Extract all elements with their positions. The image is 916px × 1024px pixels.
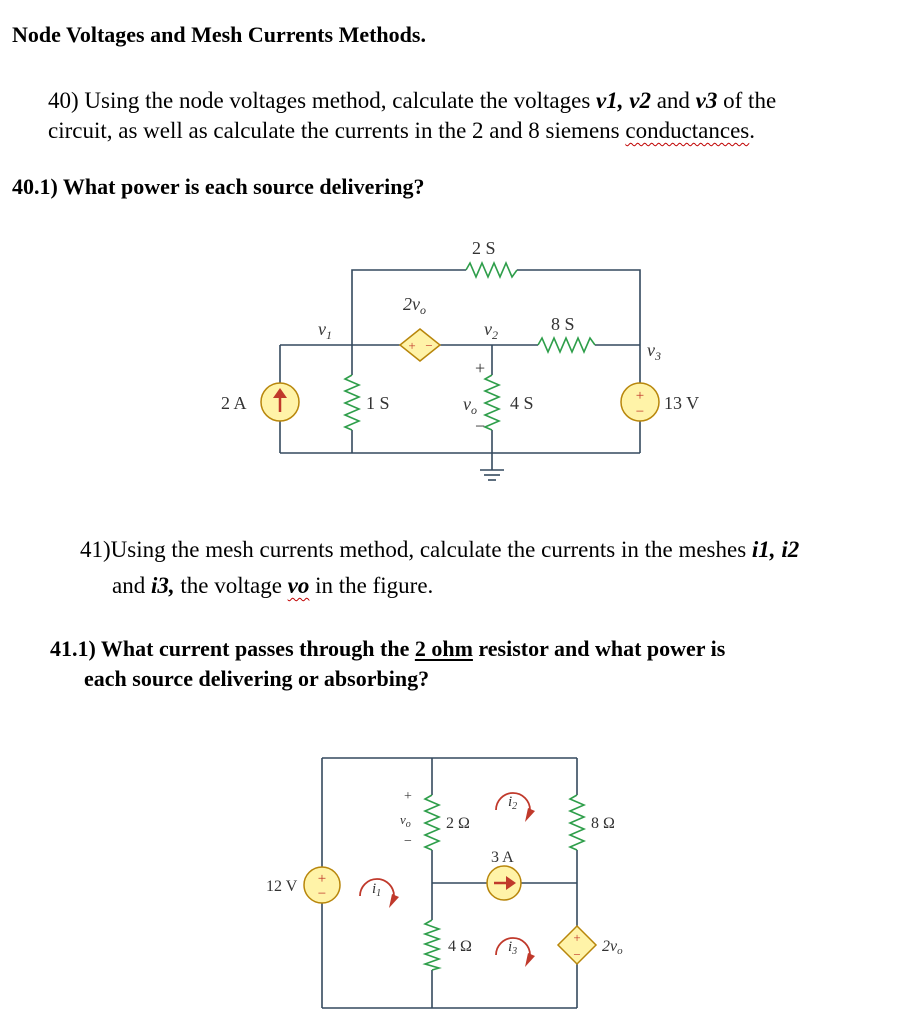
- dep2-plus: +: [573, 930, 581, 945]
- c2-label-3a: 3 A: [491, 849, 514, 866]
- c2-label-4ohm: 4 Ω: [448, 938, 472, 955]
- mesh-arrowhead-i3: [525, 953, 535, 967]
- vs12-minus: −: [317, 886, 327, 902]
- label-vo-minus: −: [475, 416, 486, 436]
- c2-label-12v: 12 V: [266, 878, 298, 895]
- c2-label-8ohm: 8 Ω: [591, 815, 615, 832]
- c2-label-i2: $i_2$: [508, 794, 518, 812]
- c2-label-2ohm: 2 Ω: [446, 815, 470, 832]
- mesh-arrowhead-i1: [389, 894, 399, 908]
- label-v3: $v_3$: [647, 340, 661, 363]
- c2-label-i1: $i_1$: [372, 881, 382, 899]
- label-4s: 4 S: [510, 393, 534, 413]
- vs12-plus: +: [317, 871, 327, 887]
- question-40-line-1: 40) Using the node voltages method, calculate the voltages v1, v2 and v3 of the: [48, 88, 777, 113]
- label-13v: 13 V: [664, 393, 700, 413]
- c2-label-vo: $v_o$: [400, 812, 411, 830]
- question-41-1-line-2: each source delivering or absorbing?: [84, 666, 430, 691]
- label-2s: 2 S: [472, 238, 496, 258]
- dep-plus-sign: +: [408, 338, 416, 353]
- resistor-8-ohm: [570, 795, 584, 850]
- label-vo: $v_o$: [463, 394, 477, 417]
- current-source-3a: [487, 866, 521, 900]
- vs-plus-sign: +: [635, 388, 645, 404]
- c2-label-i3: $i_3$: [508, 939, 518, 957]
- dep-minus-sign: −: [425, 338, 433, 353]
- c2-vo-minus: −: [404, 834, 412, 849]
- resistor-4-ohm: [425, 920, 439, 970]
- label-v1: $v_1$: [318, 319, 332, 342]
- voltage-source-12v: [304, 867, 340, 903]
- question-40-1: 40.1) What power is each source delivering?: [12, 174, 425, 199]
- label-8s: 8 S: [551, 314, 575, 334]
- dep2-minus: −: [573, 947, 581, 962]
- dependent-voltage-source-2vo: [558, 926, 596, 964]
- resistor-2-ohm: [425, 795, 439, 850]
- c2-vo-plus: +: [404, 789, 412, 804]
- vs-minus-sign: −: [635, 404, 645, 420]
- question-41-line-2: and i3, the voltage vo in the figure.: [112, 573, 434, 598]
- question-40-line-2: circuit, as well as calculate the currents in the 2 and 8 siemens conductances.: [48, 118, 755, 143]
- label-2a: 2 A: [221, 393, 247, 413]
- label-dep-source: $2v_o$: [403, 294, 426, 317]
- question-41-line-1: 41)Using the mesh currents method, calculate the currents in the meshes i1, i2: [80, 537, 800, 562]
- c2-label-2vo: 2vo: [602, 938, 623, 957]
- mesh-arrowhead-i2: [525, 808, 535, 822]
- page-heading: Node Voltages and Mesh Currents Methods.: [12, 22, 426, 47]
- label-1s: 1 S: [366, 393, 390, 413]
- label-v2: $v_2$: [484, 319, 498, 342]
- question-41-1-line-1: 41.1) What current passes through the 2 ohm resistor and what power is: [50, 636, 726, 661]
- label-vo-plus: +: [475, 358, 486, 378]
